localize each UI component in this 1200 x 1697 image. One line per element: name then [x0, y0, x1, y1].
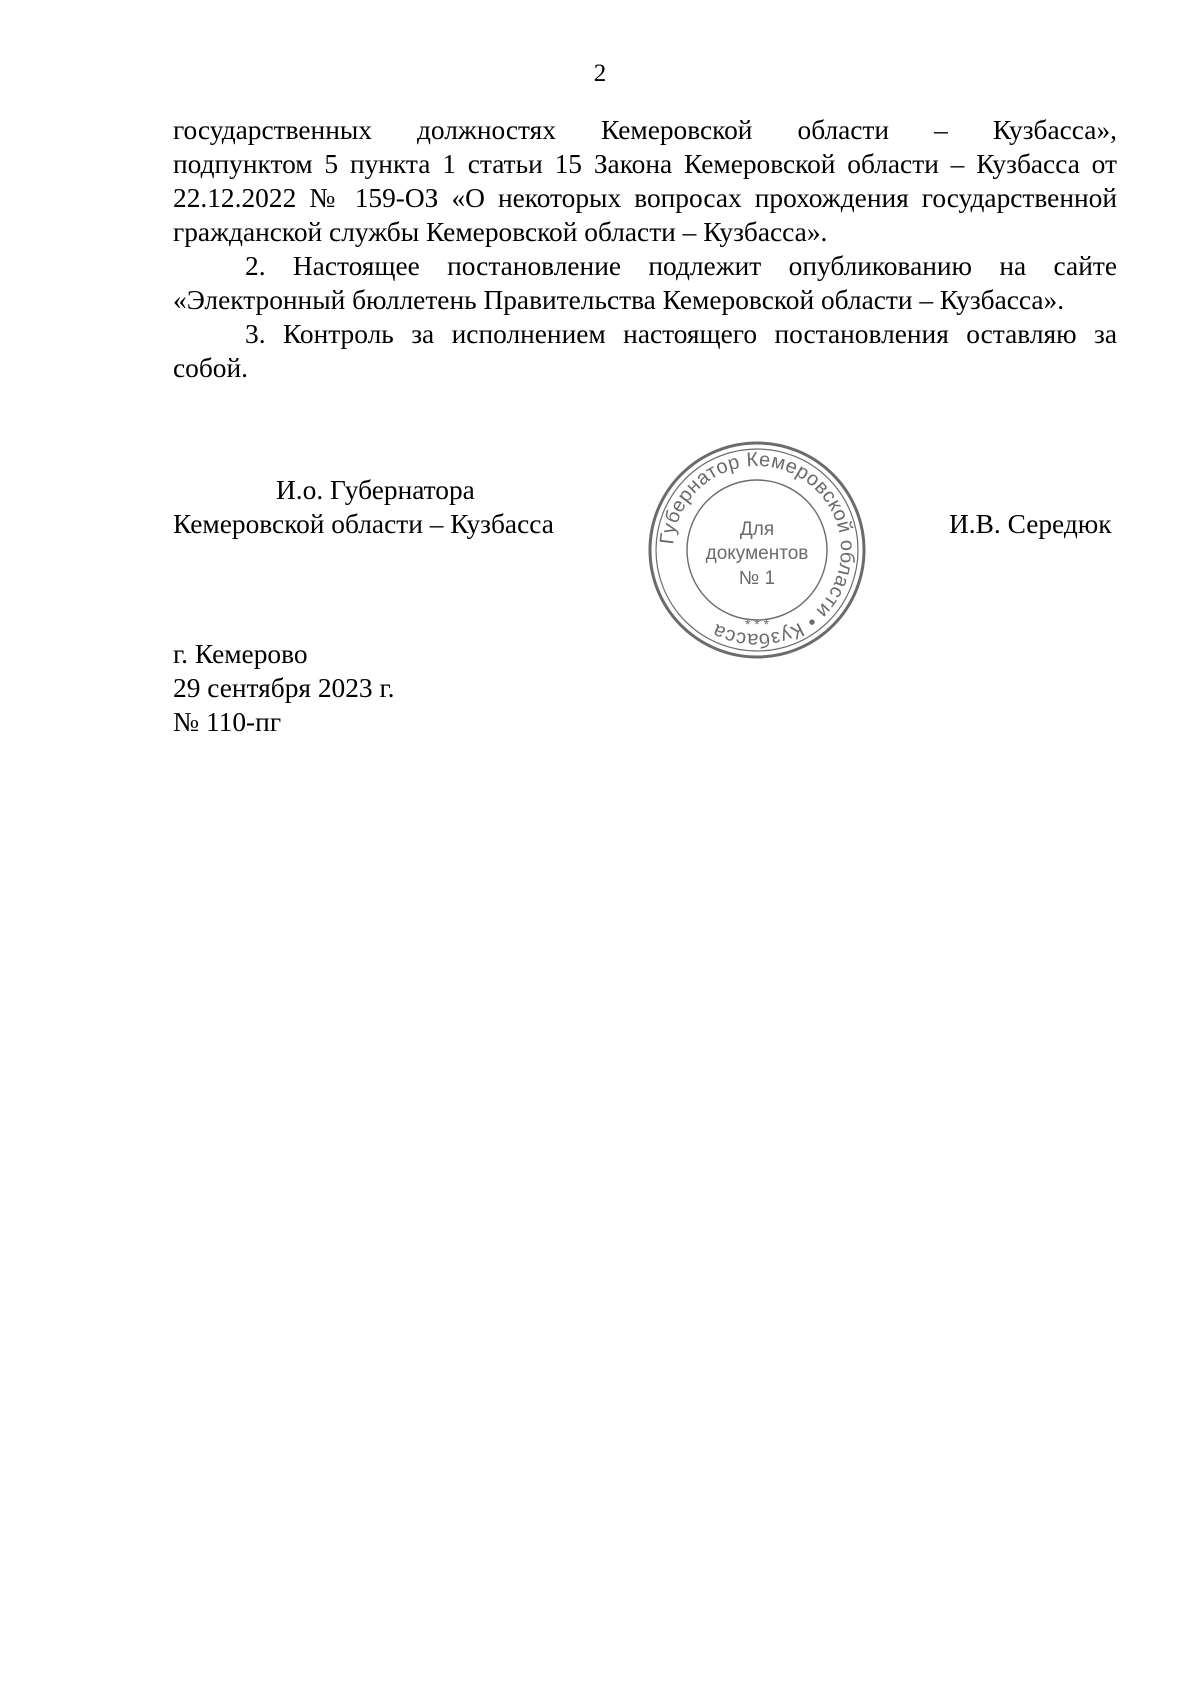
- body-line: гражданской службы Кемеровской области – Кузбасса».: [173, 217, 828, 247]
- seal-center-line: № 1: [738, 568, 776, 589]
- body-line: 22.12.2022 № 159-ОЗ «О некоторых вопросах прохождения государственной: [173, 183, 1117, 213]
- body-line: подпунктом 5 пункта 1 статьи 15 Закона Кемеровской области – Кузбасса от: [173, 149, 1117, 179]
- seal-center-line: документов: [705, 543, 809, 564]
- clause-3-line: собой.: [173, 353, 248, 383]
- official-seal-stamp: [646, 439, 868, 661]
- seal-ring-text: Губернатор Кемеровской области • Кузбасса: [656, 448, 859, 652]
- signatory-position-line: Кемеровской области – Кузбасса: [173, 509, 554, 539]
- document-number: № 110-пг: [173, 707, 282, 737]
- signatory-position: [173, 473, 554, 541]
- document-body: [173, 113, 1117, 385]
- city: г. Кемерово: [173, 639, 308, 669]
- body-line: государственных должностях Кемеровской области – Кузбасса»,: [173, 115, 1117, 145]
- clause-3-line: 3. Контроль за исполнением настоящего постановления оставляю за: [245, 319, 1117, 349]
- document-date: 29 сентября 2023 г.: [173, 673, 395, 703]
- page-number: 2: [593, 60, 607, 87]
- place-and-date: [173, 637, 394, 739]
- clause-2-line: 2. Настоящее постановление подлежит опубликованию на сайте: [245, 251, 1117, 281]
- signatory-position-line: И.о. Губернатора: [276, 475, 475, 505]
- seal-center-line: Для: [739, 519, 775, 540]
- seal-bottom-mark: * * *: [744, 616, 770, 632]
- signatory-name: И.В. Середюк: [949, 509, 1112, 539]
- clause-2-line: «Электронный бюллетень Правительства Кемеровской области – Кузбасса».: [173, 285, 1065, 315]
